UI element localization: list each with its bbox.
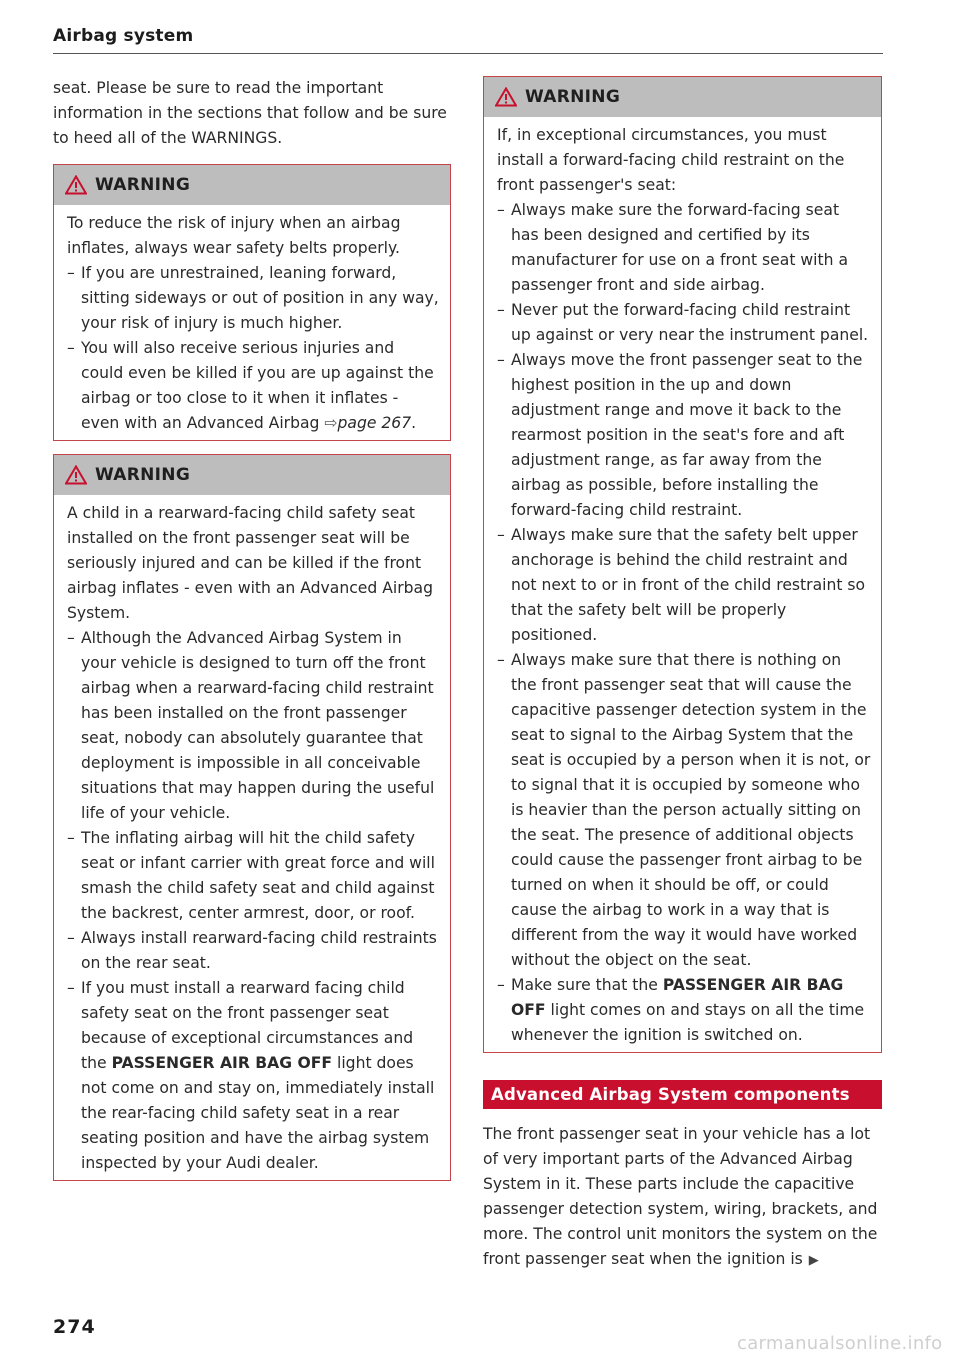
- warning-label-2: WARNING: [95, 464, 191, 485]
- warning-box-1: [53, 164, 451, 441]
- warning-box-2: [53, 454, 451, 1181]
- list-item-text: If you must install a rearward facing child safety seat on the front passenger seat because of exceptional circumstances and the: [81, 979, 414, 1072]
- warning-label-3: WARNING: [525, 86, 621, 107]
- page-reference-end: .: [411, 414, 417, 432]
- warning-body-3: [484, 117, 881, 1052]
- intro-paragraph: seat. Please be sure to read the important information in the sections that follow and be sure to heed all of the WARNINGS.: [53, 79, 447, 147]
- list-item: [67, 336, 440, 436]
- warning-header-1: [54, 165, 450, 205]
- indicator-light-name: PASSENGER AIR BAG OFF: [511, 976, 844, 1019]
- list-item: [67, 976, 440, 1176]
- page-header: [53, 26, 883, 54]
- warning-triangle-icon: [65, 465, 87, 485]
- list-item-text: light does not come on and stay on, immediately install the rear-facing child safety seat in a rear seating position and have the airbag system inspected by your Audi dealer.: [81, 1054, 435, 1172]
- warning-list-1: [67, 261, 440, 436]
- warning-header-3: [484, 77, 881, 117]
- warning-header-2: [54, 455, 450, 495]
- list-item: – Always install rearward-facing child restraints on the rear seat.: [67, 926, 440, 976]
- list-item: – Always move the front passenger seat to the highest position in the up and down adjustment range and move it back to the rearmost position in the seat's fore and aft adjustment range, as far away from the airbag as possible, before installing the forward-facing child restraint.: [497, 348, 871, 523]
- right-column: [483, 76, 882, 1273]
- left-column: [53, 76, 451, 1181]
- watermark: carmanualsonline.info: [737, 1333, 943, 1354]
- list-item: – Always make sure the forward-facing seat has been designed and certified by its manufacturer for use on a front seat with a passenger front and side airbag.: [497, 198, 871, 298]
- page-reference-link[interactable]: page 267: [337, 414, 412, 432]
- list-item: – If you are unrestrained, leaning forward, sitting sideways or out of position in any way, your risk of injury is much higher.: [67, 261, 440, 336]
- warning-triangle-icon: [495, 87, 517, 107]
- page-reference-arrow-icon: ⇨: [324, 414, 338, 432]
- section-body-text: The front passenger seat in your vehicle has a lot of very important parts of the Advanced Airbag System in it. These parts include the capacitive passenger detection system, wiring, brackets, and more. The control unit monitors the system on the front passenger seat when the ignition is: [483, 1125, 878, 1268]
- continue-arrow-icon: ▶: [808, 1253, 819, 1268]
- list-item-text: light comes on and stays on all the time whenever the ignition is switched on.: [511, 1001, 865, 1044]
- warning-triangle-icon: [65, 175, 87, 195]
- warning-list-2: [67, 626, 440, 1176]
- warning-body-2: [54, 495, 450, 1180]
- page-number: 274: [53, 1316, 96, 1338]
- indicator-light-name: PASSENGER AIR BAG OFF: [111, 1054, 333, 1072]
- section-body: [483, 1122, 882, 1273]
- list-item: – Although the Advanced Airbag System in your vehicle is designed to turn off the front airbag when a rearward-facing child restraint has been installed on the front passenger seat, nobody can absolutely guarantee that deployment is impossible in all conceivable situations that may happen during the useful life of your vehicle.: [67, 626, 440, 826]
- warning-body-1: [54, 205, 450, 440]
- list-item: – Always make sure that there is nothing on the front passenger seat that will cause the capacitive passenger detection system in the seat to signal to the Airbag System that the seat is occupied by a person when it is not, or to signal that it is occupied by someone who is heavier than the person actually sitting on the seat. The presence of additional objects could cause the passenger front airbag to be turned on when it should be off, or could cause the airbag to work in a way that is different from the way it would have worked without the object on the seat.: [497, 648, 871, 973]
- list-item: – Never put the forward-facing child restraint up against or very near the instrument panel.: [497, 298, 871, 348]
- warning-label-1: WARNING: [95, 174, 191, 195]
- list-item-text: You will also receive serious injuries and could even be killed if you are up against the airbag or too close to it when it inflates - even with an Advanced Airbag: [81, 339, 434, 432]
- warning-lead-2: A child in a rearward-facing child safety seat installed on the front passenger seat will be seriously injured and can be killed if the front airbag inflates - even with an Advanced Airbag System.: [67, 504, 434, 622]
- list-item-text: Make sure that the: [511, 976, 658, 994]
- list-item: – Always make sure that the safety belt upper anchorage is behind the child restraint and not next to or in front of the child restraint so that the safety belt will be properly positioned.: [497, 523, 871, 648]
- warning-box-3: [483, 76, 882, 1053]
- page-header-title: Airbag system: [53, 26, 194, 46]
- list-item: [497, 973, 871, 1048]
- list-item: – The inflating airbag will hit the child safety seat or infant carrier with great force and will smash the child safety seat and child against the backrest, center armrest, door, or roof.: [67, 826, 440, 926]
- warning-lead-3: If, in exceptional circumstances, you must install a forward-facing child restraint on the front passenger's seat:: [497, 126, 845, 194]
- section-heading: Advanced Airbag System components: [483, 1080, 882, 1109]
- warning-lead-1: To reduce the risk of injury when an airbag inflates, always wear safety belts properly.: [67, 214, 401, 257]
- warning-list-3: [497, 198, 871, 1048]
